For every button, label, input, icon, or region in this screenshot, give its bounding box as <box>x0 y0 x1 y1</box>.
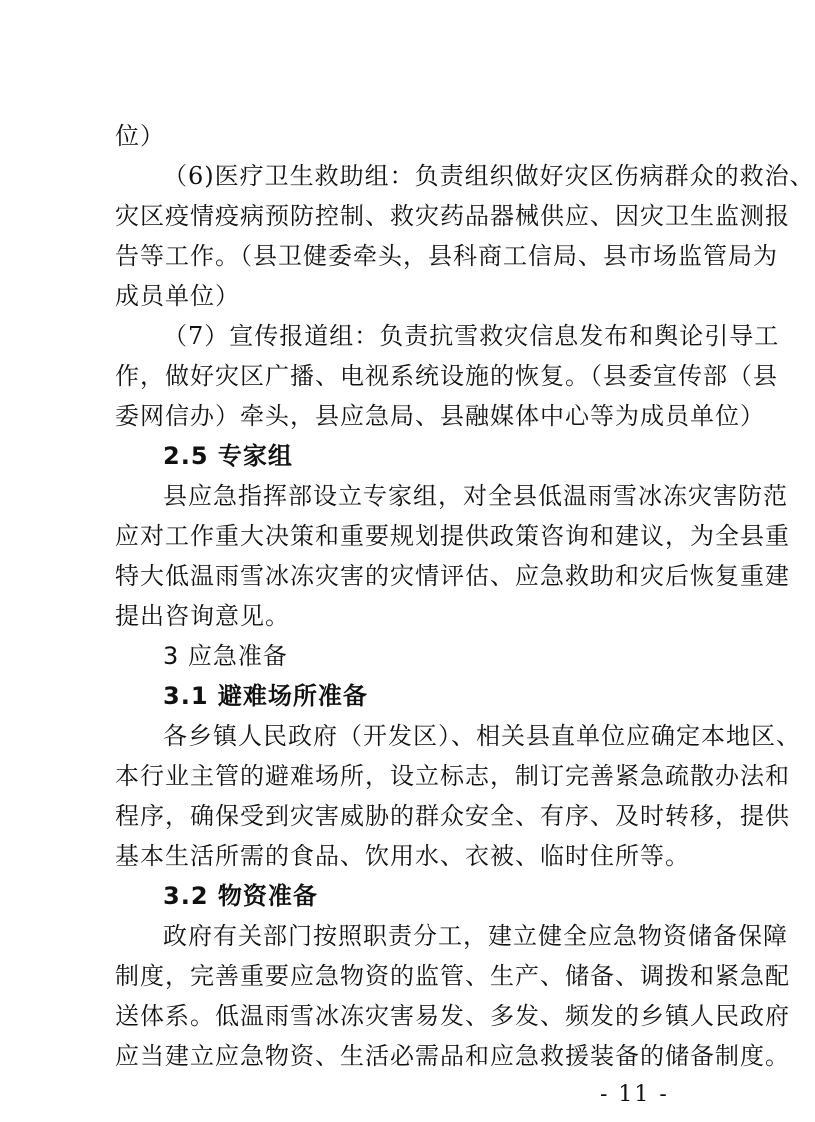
paragraph-line: 委网信办）牵头，县应急局、县融媒体中心等为成员单位） <box>115 402 765 430</box>
paragraph-line: 告等工作。（县卫健委牵头，县科商工信局、县市场监管局为 <box>115 242 778 270</box>
paragraph-line: （7）宣传报道组：负责抗雪救灾信息发布和舆论引导工 <box>163 322 780 350</box>
paragraph-line: 灾区疫情疫病预防控制、救灾药品器械供应、因灾卫生监测报 <box>115 202 790 230</box>
paragraph-line: 政府有关部门按照职责分工，建立健全应急物资储备保障 <box>163 922 788 950</box>
paragraph-line: 成员单位） <box>115 282 240 310</box>
paragraph-line: 各乡镇人民政府（开发区）、相关县直单位应确定本地区、 <box>163 722 801 750</box>
paragraph-line: 县应急指挥部设立专家组，对全县低温雨雪冰冻灾害防范 <box>163 482 788 510</box>
paragraph-line: 送体系。低温雨雪冰冻灾害易发、多发、频发的乡镇人民政府 <box>115 1002 790 1030</box>
paragraph-line: 应当建立应急物资、生活必需品和应急救援装备的储备制度。 <box>115 1042 790 1070</box>
paragraph-line: 程序，确保受到灾害威胁的群众安全、有序、及时转移，提供 <box>115 802 790 830</box>
section-heading-3-1: 3.1 避难场所准备 <box>163 682 368 710</box>
paragraph-line: 本行业主管的避难场所，设立标志，制订完善紧急疏散办法和 <box>115 762 790 790</box>
paragraph-line: 位） <box>115 122 165 150</box>
section-heading-3-2: 3.2 物资准备 <box>163 882 318 910</box>
paragraph-line: （6)医疗卫生救助组：负责组织做好灾区伤病群众的救治、 <box>163 162 815 190</box>
section-heading-3: 3 应急准备 <box>163 642 288 670</box>
paragraph-line: 作，做好灾区广播、电视系统设施的恢复。（县委宣传部（县 <box>115 362 778 390</box>
section-heading-2-5: 2.5 专家组 <box>163 442 293 470</box>
paragraph-line: 特大低温雨雪冰冻灾害的灾情评估、应急救助和灾后恢复重建 <box>115 562 790 590</box>
paragraph-line: 制度，完善重要应急物资的监管、生产、储备、调拨和紧急配 <box>115 962 790 990</box>
paragraph-line: 应对工作重大决策和重要规划提供政策咨询和建议，为全县重 <box>115 522 790 550</box>
paragraph-line: 提出咨询意见。 <box>115 602 290 630</box>
page-number: - 11 - <box>600 1082 669 1107</box>
paragraph-line: 基本生活所需的食品、饮用水、衣被、临时住所等。 <box>115 842 690 870</box>
